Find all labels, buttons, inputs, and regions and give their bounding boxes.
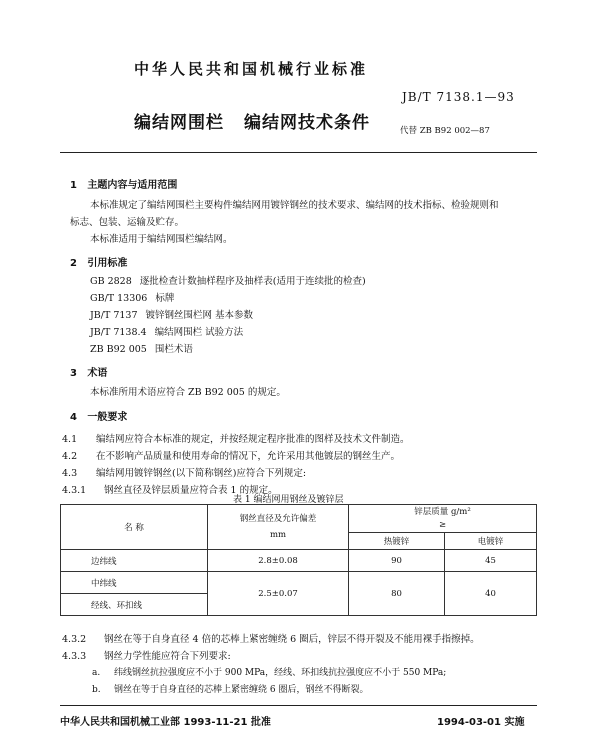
- row-name: 经线、环扣线: [61, 594, 208, 616]
- document-title: [134, 108, 370, 133]
- clause-4-3-3: [62, 648, 231, 662]
- reference-title: 标牌: [155, 293, 175, 304]
- reference-item: [90, 290, 174, 304]
- clause-text: 编结网用镀锌钢丝(以下简称钢丝)应符合下列规定:: [96, 468, 307, 479]
- section-1-number: 1: [70, 180, 77, 191]
- reference-title: 逐批检查计数抽样程序及抽样表(适用于连续批的检查): [139, 276, 366, 287]
- clause-text: 钢丝在等于自身直径 4 倍的芯棒上紧密缠绕 6 圈后，锌层不得开裂及不能用裸手指擦掉。: [104, 634, 480, 645]
- row-hot: 80: [349, 572, 445, 616]
- clause-text: 钢丝力学性能应符合下列要求:: [104, 651, 231, 662]
- title-part-1: 编结网围栏: [134, 113, 224, 133]
- row-name: 中纬线: [61, 572, 208, 594]
- row-electro: 45: [445, 550, 537, 572]
- title-part-2: 编结网技术条件: [244, 113, 370, 133]
- sub-item-marker: b.: [92, 685, 101, 695]
- clause-number: 4.3.1: [62, 485, 87, 496]
- section-3-title: 术语: [87, 368, 108, 379]
- header-diameter-unit: mm: [269, 530, 287, 540]
- reference-item: [90, 341, 193, 355]
- table-1: [60, 504, 537, 616]
- sub-item-text: 纬线钢丝抗拉强度应不小于 900 MPa，经线、环扣线抗拉强度应不小于 550 MPa;: [114, 668, 447, 678]
- table-row: [61, 572, 537, 594]
- reference-code: GB/T 13306: [90, 293, 148, 304]
- clause-4-3: [62, 465, 306, 479]
- reference-code: JB/T 7138.4: [90, 327, 147, 338]
- clause-4-2: [62, 448, 400, 462]
- row-diameter: 2.8±0.08: [208, 550, 349, 572]
- reference-title: 围栏术语: [154, 344, 193, 355]
- footer-divider: [60, 705, 537, 706]
- reference-item: [90, 324, 243, 338]
- section-4-number: 4: [70, 412, 77, 423]
- header-zinc-mass: [349, 505, 537, 533]
- effective-date: 1994-03-01 实施: [437, 717, 525, 728]
- row-name: 边纬线: [61, 550, 208, 572]
- section-3-heading: [70, 364, 107, 379]
- section-4-heading: [70, 408, 127, 423]
- reference-item: [90, 307, 253, 321]
- sub-item-b: [92, 682, 368, 695]
- section-2-heading: [70, 254, 127, 269]
- header-diameter: [208, 505, 349, 550]
- header-hot-dip: 热镀锌: [349, 533, 445, 550]
- section-2-title: 引用标准: [87, 258, 128, 269]
- reference-title: 镀锌钢丝围栏网 基本参数: [145, 310, 254, 321]
- sub-item-marker: a.: [92, 668, 101, 678]
- row-diameter: 2.5±0.07: [208, 572, 349, 616]
- standard-code: JB/T 7138.1—93: [402, 90, 515, 104]
- header-electro: 电镀锌: [445, 533, 537, 550]
- table-header-row: [61, 505, 537, 533]
- replaces-note: 代替 ZB B92 002—87: [400, 126, 490, 136]
- header-diameter-label: 钢丝直径及允许偏差: [239, 514, 317, 524]
- clause-number: 4.1: [62, 434, 78, 445]
- clause-number: 4.3.2: [62, 634, 87, 645]
- sub-item-a: [92, 665, 446, 678]
- section-1-paragraph-2: 本标准适用于编结网围栏编结网。: [90, 234, 233, 245]
- table-caption: 表 1 编结网用钢丝及镀锌层: [233, 495, 344, 505]
- reference-code: ZB B92 005: [90, 344, 147, 355]
- header-divider: [60, 152, 537, 153]
- clause-number: 4.2: [62, 451, 78, 462]
- header-zinc-ge: ≥: [438, 519, 447, 530]
- section-3-number: 3: [70, 368, 77, 379]
- section-2-number: 2: [70, 258, 77, 269]
- header-name: 名 称: [61, 505, 208, 550]
- clause-number: 4.3.3: [62, 651, 87, 662]
- reference-code: JB/T 7137: [90, 310, 138, 321]
- reference-title: 编结网围栏 试验方法: [154, 327, 244, 338]
- sub-item-text: 钢丝在等于自身直径的芯棒上紧密缠绕 6 圈后，钢丝不得断裂。: [114, 685, 369, 695]
- reference-code: GB 2828: [90, 276, 132, 287]
- row-hot: 90: [349, 550, 445, 572]
- standard-body-header: 中华人民共和国机械行业标准: [134, 60, 369, 78]
- section-3-paragraph: 本标准所用术语应符合 ZB B92 005 的规定。: [90, 387, 286, 398]
- section-1-heading: [70, 176, 177, 191]
- clause-text: 在不影响产品质量和使用寿命的情况下，允许采用其他镀层的钢丝生产。: [96, 451, 401, 462]
- clause-text: 钢丝直径及锌层质量应符合表 1 的规定。: [104, 485, 278, 496]
- table-row: [61, 550, 537, 572]
- clause-4-3-2: [62, 631, 480, 645]
- section-1-title: 主题内容与适用范围: [87, 180, 178, 191]
- header-zinc-label: 锌层质量 g/m²: [414, 506, 471, 517]
- row-electro: 40: [445, 572, 537, 616]
- clause-text: 编结网应符合本标准的规定，并按经规定程序批准的图样及技术文件制造。: [96, 434, 410, 445]
- section-1-paragraph-line-2: 标志、包装、运输及贮存。: [70, 217, 185, 228]
- section-1-paragraph-line-1: 本标准规定了编结网围栏主要构件编结网用镀锌钢丝的技术要求、编结网的技术指标、检验规则和: [90, 200, 499, 211]
- clause-number: 4.3: [62, 468, 78, 479]
- clause-4-1: [62, 431, 410, 445]
- reference-item: [90, 273, 366, 287]
- section-4-title: 一般要求: [87, 412, 128, 423]
- issued-date: 中华人民共和国机械工业部 1993-11-21 批准: [60, 717, 271, 728]
